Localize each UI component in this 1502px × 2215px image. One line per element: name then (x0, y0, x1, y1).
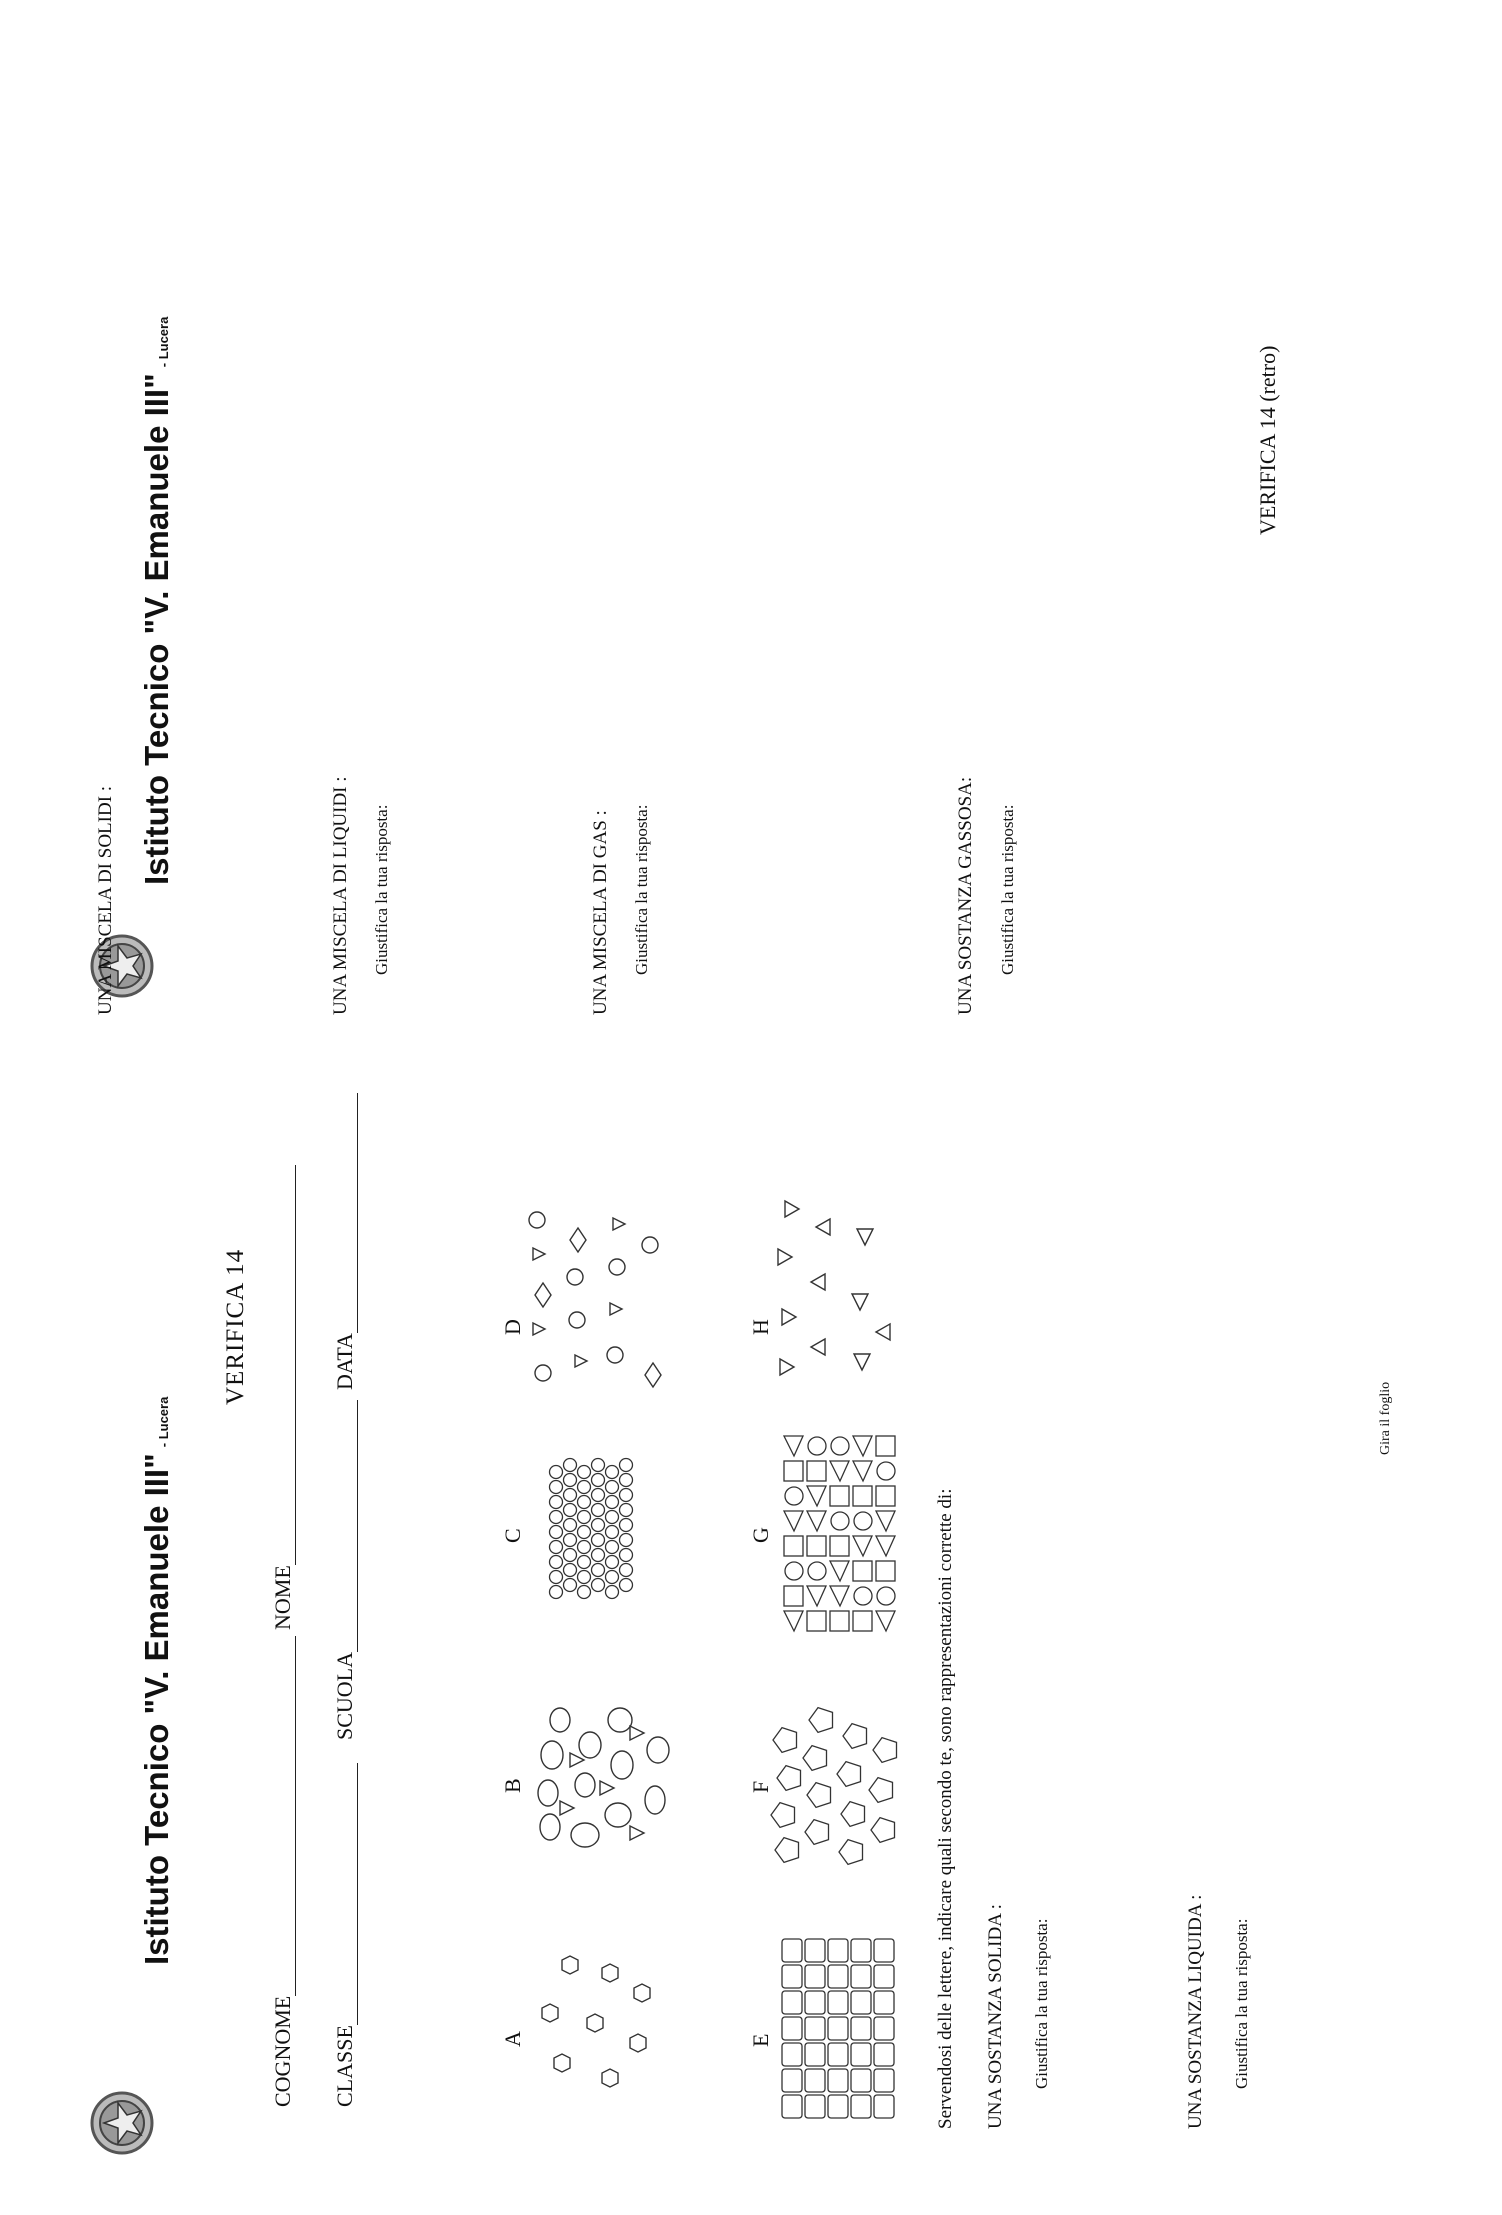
figure-c-particle (592, 1534, 605, 1547)
question-miscela-gas: UNA MISCELA DI GAS : (590, 810, 611, 1015)
figure-c-particle (592, 1564, 605, 1577)
figure-e-particle (782, 1991, 802, 2014)
figure-e-particle (874, 1939, 894, 1962)
figure-f-particle (771, 1803, 795, 1828)
figure-c-particle (578, 1526, 591, 1539)
figure-c-particle (620, 1564, 633, 1577)
figure-g-particle (784, 1586, 803, 1606)
figure-e-particle (874, 2095, 894, 2118)
figure-c (548, 1460, 643, 1600)
data-field[interactable]: DATA (332, 1093, 358, 1390)
figure-c-particle (606, 1571, 619, 1584)
figure-c-particle (606, 1481, 619, 1494)
figure-e-particle (782, 2017, 802, 2040)
figure-e-particle (874, 1965, 894, 1988)
figure-c-particle (606, 1556, 619, 1569)
figure-f (770, 1700, 900, 1870)
figure-g-particle (807, 1511, 826, 1531)
justify-liquida: Giustifica la tua risposta: (1232, 1918, 1251, 2089)
figure-c-particle (564, 1519, 577, 1532)
page-title-retro: VERIFICA 14 (retro) (1255, 345, 1280, 535)
figure-c-particle (606, 1466, 619, 1479)
figure-e-particle (874, 2043, 894, 2066)
nome-field[interactable]: NOME (270, 1165, 296, 1630)
cognome-field[interactable]: COGNOME (270, 1636, 296, 2107)
justify-gassosa: Giustifica la tua risposta: (998, 804, 1017, 975)
figure-f-particle (843, 1724, 867, 1749)
figure-e-particle (782, 1939, 802, 1962)
figure-f-particle (809, 1708, 833, 1733)
figure-c-particle (606, 1496, 619, 1509)
footer-turn-page: Gira il foglio (1378, 1381, 1393, 1455)
question-gassosa: UNA SOSTANZA GASSOSA: (955, 776, 976, 1015)
figure-g-particle (785, 1562, 803, 1580)
figure-e-particle (805, 2017, 825, 2040)
figure-c-particle (620, 1519, 633, 1532)
figure-g-particle (876, 1536, 895, 1556)
figure-g-particle (784, 1436, 803, 1456)
question-miscela-liquidi: UNA MISCELA DI LIQUIDI : (330, 776, 351, 1015)
figure-c-particle (592, 1459, 605, 1472)
figure-f-particle (873, 1738, 897, 1763)
figure-c-particle (564, 1504, 577, 1517)
figure-f-particle (841, 1802, 865, 1827)
figure-g-particle (877, 1462, 895, 1480)
figure-c-particle (564, 1549, 577, 1562)
figure-c-particle (592, 1519, 605, 1532)
figure-g-particle (854, 1587, 872, 1605)
figure-c-particle (578, 1496, 591, 1509)
figure-c-particle (578, 1481, 591, 1494)
figure-c-particle (564, 1459, 577, 1472)
figure-f-particle (869, 1778, 893, 1803)
figure-c-particle (550, 1586, 563, 1599)
figure-g-particle (877, 1587, 895, 1605)
figure-letter-c: C (500, 1528, 525, 1543)
figure-g-particle (831, 1512, 849, 1530)
figure-g-particle (853, 1436, 872, 1456)
figure-e-particle (828, 1939, 848, 1962)
figure-e-particle (828, 2069, 848, 2092)
figure-g-particle (853, 1561, 872, 1581)
figure-f-particle (777, 1766, 801, 1791)
figure-e-particle (805, 2069, 825, 2092)
figure-e-particle (805, 2095, 825, 2118)
instruction-text: Servendosi delle lettere, indicare quali secondo te, sono rappresentazioni corrette di: (935, 1488, 956, 2129)
figure-c-particle (620, 1474, 633, 1487)
figure-c-particle (620, 1459, 633, 1472)
figure-g (780, 1425, 900, 1635)
figure-c-particle (592, 1549, 605, 1562)
figure-c-particle (592, 1489, 605, 1502)
figure-e-particle (828, 2017, 848, 2040)
figure-c-particle (620, 1504, 633, 1517)
figure-e-particle (828, 1991, 848, 2014)
figure-e-particle (805, 1965, 825, 1988)
figure-e-particle (828, 2043, 848, 2066)
figure-c-particle (550, 1496, 563, 1509)
page-title: VERIFICA 14 (222, 1248, 249, 1405)
figure-letter-b: B (500, 1778, 525, 1793)
figure-c-particle (550, 1556, 563, 1569)
figure-g-particle (830, 1561, 849, 1581)
figure-f-particle (871, 1818, 895, 1843)
figure-e-particle (874, 2069, 894, 2092)
figure-e-particle (828, 1965, 848, 1988)
institute-title: Istituto Tecnico "V. Emanuele III"- Lucera (138, 1396, 175, 1965)
figure-c-particle (564, 1534, 577, 1547)
figure-c-particle (606, 1586, 619, 1599)
figure-f-particle (805, 1820, 829, 1845)
figure-c-particle (578, 1586, 591, 1599)
figure-c-particle (606, 1541, 619, 1554)
figure-d (525, 1205, 675, 1395)
figure-e-particle (782, 1965, 802, 1988)
republic-emblem-icon (88, 2089, 156, 2157)
figure-g-particle (784, 1511, 803, 1531)
justify-miscela-gas: Giustifica la tua risposta: (632, 804, 651, 975)
figure-letter-d: D (500, 1319, 525, 1335)
figure-b (530, 1695, 680, 1855)
figure-g-particle (830, 1536, 849, 1556)
figure-c-particle (620, 1579, 633, 1592)
figure-e-particle (805, 1991, 825, 2014)
figure-g-particle (876, 1511, 895, 1531)
figure-letter-f: F (748, 1780, 773, 1793)
figure-c-particle (550, 1466, 563, 1479)
figure-e-particle (874, 2017, 894, 2040)
figure-c-particle (592, 1474, 605, 1487)
figure-c-particle (550, 1541, 563, 1554)
figure-g-particle (876, 1436, 895, 1456)
figure-c-particle (550, 1511, 563, 1524)
question-miscela-solidi-visible: UNA MISCELA DI SOLIDI : (95, 785, 116, 1015)
figure-c-particle (564, 1474, 577, 1487)
figure-e-particle (828, 2095, 848, 2118)
figure-letter-g: G (748, 1527, 773, 1543)
figure-e-particle (851, 2095, 871, 2118)
figure-letter-e: E (748, 2033, 773, 2047)
figure-f-particle (839, 1840, 863, 1865)
figure-e-particle (805, 2043, 825, 2066)
figure-g-particle (876, 1486, 895, 1506)
figure-g-particle (830, 1461, 849, 1481)
figure-g-particle (830, 1611, 849, 1631)
figure-e-particle (851, 2017, 871, 2040)
figure-e-particle (851, 2043, 871, 2066)
question-liquida: UNA SOSTANZA LIQUIDA : (1185, 1894, 1206, 2129)
justify-miscela-liquidi: Giustifica la tua risposta: (372, 804, 391, 975)
figure-c-particle (578, 1556, 591, 1569)
figure-g-particle (807, 1536, 826, 1556)
figure-g-particle (853, 1536, 872, 1556)
figure-g-particle (784, 1611, 803, 1631)
figure-g-particle (830, 1486, 849, 1506)
figure-c-particle (620, 1549, 633, 1562)
justify-solida: Giustifica la tua risposta: (1032, 1918, 1051, 2089)
figure-f-particle (807, 1783, 831, 1808)
figure-g-particle (807, 1586, 826, 1606)
figure-h (770, 1185, 910, 1385)
institute-title-retro: Istituto Tecnico "V. Emanuele III"- Lucera (138, 316, 175, 885)
figure-c-particle (620, 1534, 633, 1547)
figure-c-particle (592, 1579, 605, 1592)
figure-c-particle (620, 1489, 633, 1502)
figure-g-particle (876, 1561, 895, 1581)
figure-letter-a: A (500, 2031, 525, 2047)
figure-c-particle (606, 1511, 619, 1524)
figure-g-particle (853, 1486, 872, 1506)
figure-e (780, 1930, 900, 2120)
figure-a (540, 1940, 660, 2100)
figure-c-particle (564, 1579, 577, 1592)
figure-f-particle (775, 1838, 799, 1863)
figure-f-particle (773, 1728, 797, 1753)
figure-c-particle (578, 1571, 591, 1584)
figure-g-particle (853, 1461, 872, 1481)
figure-g-particle (807, 1486, 826, 1506)
figure-g-particle (784, 1461, 803, 1481)
figure-e-particle (851, 1939, 871, 1962)
question-solida: UNA SOSTANZA SOLIDA : (985, 1904, 1006, 2129)
figure-e-particle (805, 1939, 825, 1962)
figure-c-particle (550, 1526, 563, 1539)
figure-c-particle (564, 1564, 577, 1577)
figure-g-particle (807, 1611, 826, 1631)
figure-c-particle (550, 1571, 563, 1584)
figure-g-particle (784, 1536, 803, 1556)
figure-g-particle (808, 1562, 826, 1580)
figure-e-particle (851, 2069, 871, 2092)
scuola-field[interactable]: SCUOLA (332, 1400, 358, 1740)
figure-e-particle (851, 1965, 871, 1988)
figure-e-particle (851, 1991, 871, 2014)
figure-e-particle (782, 2043, 802, 2066)
figure-g-particle (854, 1512, 872, 1530)
figure-e-particle (874, 1991, 894, 2014)
figure-c-particle (564, 1489, 577, 1502)
figure-g-particle (853, 1611, 872, 1631)
figure-c-particle (592, 1504, 605, 1517)
figure-g-particle (807, 1461, 826, 1481)
figure-f-particle (837, 1762, 861, 1787)
figure-e-particle (782, 2069, 802, 2092)
figure-e-particle (782, 2095, 802, 2118)
figure-c-particle (578, 1541, 591, 1554)
figure-c-particle (578, 1511, 591, 1524)
figure-g-particle (808, 1437, 826, 1455)
figure-g-particle (785, 1487, 803, 1505)
figure-g-particle (830, 1586, 849, 1606)
figure-c-particle (606, 1526, 619, 1539)
classe-field[interactable]: CLASSE (332, 1763, 358, 2107)
figure-g-particle (876, 1611, 895, 1631)
figure-c-particle (550, 1481, 563, 1494)
figure-g-particle (831, 1437, 849, 1455)
figure-f-particle (803, 1746, 827, 1771)
figure-letter-h: H (748, 1319, 773, 1335)
figure-c-particle (578, 1466, 591, 1479)
